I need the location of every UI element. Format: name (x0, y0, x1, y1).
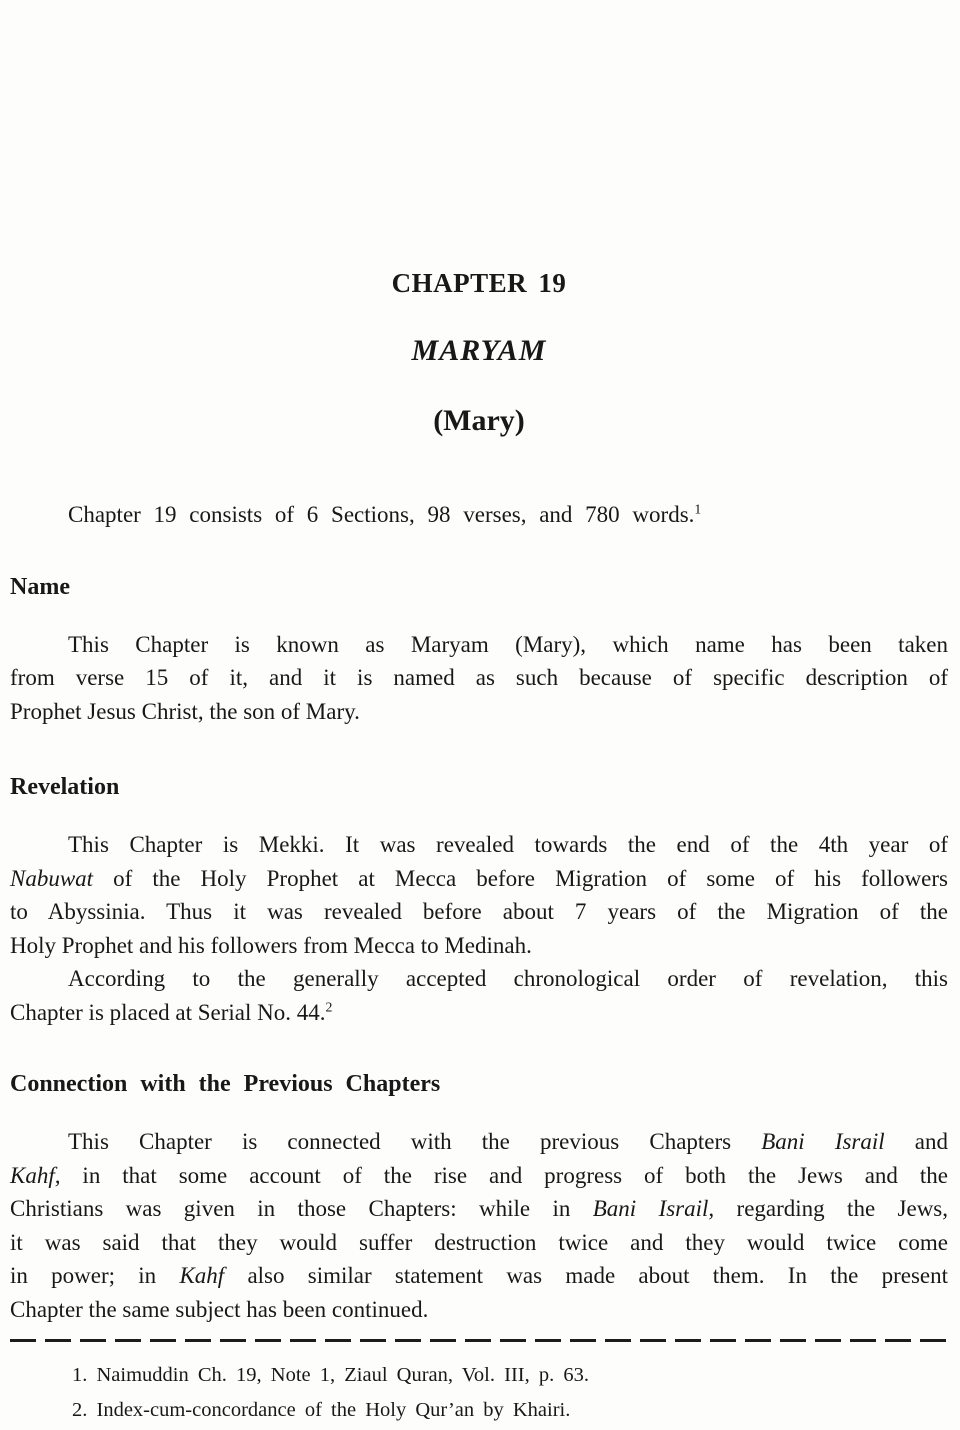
section-heading-name: Name (10, 573, 70, 600)
title-block (10, 268, 948, 438)
footnotes (72, 1358, 948, 1428)
text-line: Nabuwat of the Holy Prophet at Mecca before Migration of some of his followers (10, 865, 948, 891)
chapter-label: CHAPTER 19 (391, 268, 567, 298)
section-heading-revelation: Revelation (10, 774, 120, 800)
footnote-2: 2. Index-cum-concordance of the Holy Qur’an by Khairi. (72, 1399, 571, 1421)
text-line: This Chapter is connected with the previous Chapters Bani Israil and (68, 1129, 949, 1154)
paragraph (10, 828, 948, 962)
text-line: This Chapter is Mekki. It was revealed towards the end of the 4th year of (68, 832, 948, 857)
text-line: Chapter the same subject has been continued. (10, 1296, 429, 1322)
text-line: Chapter 19 consists of 6 Sections, 98 verses, and 780 words.$^1$ (68, 501, 702, 527)
paragraph (10, 1125, 948, 1326)
text-line: in power; in Kahf also similar statement was made about them. In the present (10, 1263, 948, 1288)
text-line: Kahf, in that some account of the rise and progress of both the Jews and the (10, 1162, 948, 1188)
section-connection (10, 1069, 948, 1326)
text-line: Chapter is placed at Serial No. 44.$^2$ (10, 998, 333, 1025)
text-line: to Abyssinia. Thus it was revealed before about 7 years of the Migration of the (10, 899, 948, 924)
section-name (10, 572, 948, 729)
text-line: According to the generally accepted chronological order of revelation, this (68, 966, 948, 991)
text-line: Christians was given in those Chapters: while in Bani Israil, regarding the Jews, (10, 1196, 948, 1221)
chapter-title-translation: (Mary) (433, 404, 525, 437)
text-line: from verse 15 of it, and it is named as such because of specific description of (10, 665, 948, 690)
footnote-1: 1. Naimuddin Ch. 19, Note 1, Ziaul Quran, Vol. III, p. 63. (72, 1364, 589, 1386)
text-line: Prophet Jesus Christ, the son of Mary. (10, 698, 360, 724)
section-revelation (10, 772, 948, 1029)
text-line: This Chapter is known as Maryam (Mary), which name has been taken (68, 631, 948, 657)
intro-paragraph (10, 498, 948, 532)
text-line: Holy Prophet and his followers from Mecca to Medinah. (10, 932, 532, 958)
paragraph (10, 962, 948, 1029)
text-line: it was said that they would suffer destruction twice and they would twice come (10, 1229, 948, 1255)
section-heading-connection: Connection with the Previous Chapters (10, 1071, 441, 1097)
paragraph (10, 628, 948, 729)
footnote-separator (10, 1339, 948, 1342)
chapter-title-transliteration: MARYAM (411, 334, 547, 367)
